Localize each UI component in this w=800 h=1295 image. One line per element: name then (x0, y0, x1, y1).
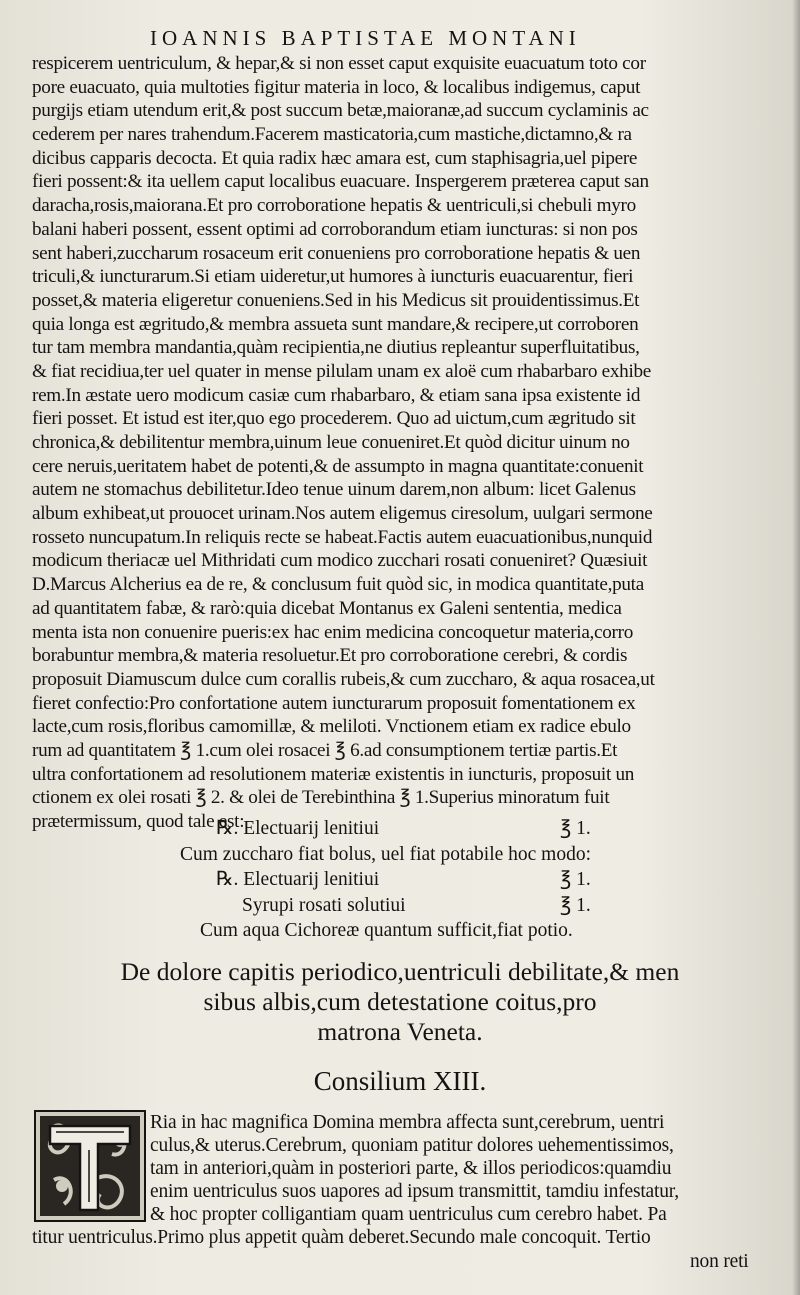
prescription-quantity: ℥ 1. (560, 869, 591, 890)
text-line: menta ista non conuenire pueris:ex hac enim medicina concoquetur materia,corro (32, 621, 634, 643)
text-line: rem.In æstate uero modicum casiæ cum rhabarbaro, & etiam sana ipsa existente id (32, 384, 641, 406)
text-line: autem ne stomachus debilitetur.Ideo tenue uinum darem,non album: licet Galenus (32, 479, 636, 501)
text-line: lacte,cum rosis,floribus camomillæ, & meliloti. Vnctionem etiam ex radice ebulo (32, 716, 631, 738)
text-line: respicerem uentriculum, & hepar,& si non esset caput exquisite euacuatum toto cor (32, 53, 646, 74)
text-line: enim uentriculus suos uapores ad ipsum transmittit, tamdiu infestatur, (150, 1181, 679, 1202)
text-line: tur tam membra mandantia,quàm recipientia,ne diutius repleantur superfluitatibus, (32, 337, 640, 359)
prescription-item: ℞. Electuarij lenitiui (216, 869, 380, 890)
text-line: Ria in hac magnifica Domina membra affecta sunt,cerebrum, uentri (150, 1112, 665, 1133)
text-line: titur uentriculus.Primo plus appetit quàm deberet.Secundo male concoquit. Tertio (32, 1227, 651, 1248)
text-line: ctionem ex olei rosati ℥ 2. & olei de Terebinthina ℥ 1.Superius minoratum fuit (32, 787, 610, 809)
text-line: prætermissum, quod tale est: (32, 811, 245, 832)
body-text (32, 52, 792, 834)
text-line: pore euacuato, quia multoties figitur materia in loco, & localibus indigemus, caput (32, 76, 641, 98)
text-line: D.Marcus Alcherius ea de re, & conclusum fuit quòd sic, in modica quantitate,puta (32, 574, 644, 596)
text-line: fieret confectio:Pro confortatione autem iuncturarum proposuit fomentationem ex (32, 692, 636, 714)
text-line: tam in anteriori,quàm in posteriori parte, & illos periodicos:quamdiu (150, 1158, 672, 1179)
prescription (180, 816, 780, 944)
text-line: purgijs etiam utendum erit,& post succum betæ,maioranæ,ad succum cyclaminis ac (32, 100, 649, 122)
prescription-row (180, 918, 780, 944)
text-line: & hoc propter colligantiam quam uentriculus cum cerebro habet. Pa (150, 1204, 667, 1225)
text-line: balani haberi possent, essent optimi ad corroborandum etiam iuncturas: si non pos (32, 218, 638, 240)
heading-line: sibus albis,cum detestatione coitus,pro (203, 987, 597, 1016)
prescription-item: Cum zuccharo fiat bolus, uel fiat potabile hoc modo: (180, 843, 592, 865)
text-line: rosseto nuncupatum.In reliquis recte se habeat.Factis autem euacuationibus,nunquid (32, 526, 653, 548)
text-line: fieri posset. Et istud est iter,quo ego procederem. Quo ad uictum,cum ægritudo sit (32, 408, 636, 430)
page-edge-shadow (792, 0, 800, 1295)
prescription-row (180, 893, 780, 919)
prescription-quantity: ℥ 1. (560, 894, 591, 916)
text-line: fieri possent:& ita uellem caput localibus euacuare. Inspergerem præterea caput san (32, 171, 649, 193)
prescription-item: Cum aqua Cichoreæ quantum sufficit,fiat potio. (200, 920, 573, 941)
text-line: daracha,rosis,maiorana.Et pro corroboratione hepatis & uentriculi,si chebuli myro (32, 195, 636, 217)
text-line: rum ad quantitatem ℥ 1.cum olei rosacei ℥ 6.ad consumptionem tertiæ partis.Et (32, 739, 618, 761)
text-line: ultra confortationem ad resolutionem materiæ existentis in iuncturis, proposuit un (32, 763, 635, 785)
text-line: posset,& materia eligeretur conueniens.Sed in his Medicus sit prouidentissimus.Et (32, 289, 640, 311)
text-line: culus,& uterus.Cerebrum, quoniam patitur dolores uehementissimos, (150, 1135, 674, 1156)
text-line: chronica,& debilitentur membra,uinum leue conueniret.Et quòd dicitur uinum no (32, 432, 630, 453)
text-line: modicum theriacæ uel Mithridati cum modico zucchari rosati conueniret? Quæsiuit (32, 550, 648, 572)
prescription-item: ℞. Electuarij lenitiui (216, 818, 380, 839)
text-line: quia longa est ægritudo,& membra assueta sunt mandare,& recipere,ut corroboren (32, 313, 639, 335)
text-line: ad quantitatem fabæ, & rarò:quia dicebat Montanus ex Galeni sententia, medica (32, 597, 622, 619)
text-line: borabuntur membra,& materia resoluetur.Et pro corroboratione cerebri, & cordis (32, 645, 628, 667)
text-line: triculi,& iuncturarum.Si etiam uideretur,ut humores à iuncturis euacuarentur, fieri (32, 266, 634, 288)
prescription-item: Syrupi rosati solutiui (242, 894, 406, 916)
decorated-initial-t-icon (34, 1110, 146, 1222)
text-line: sent haberi,zuccharum rosaceum erit conueniens pro corroboratione hepatis & uen (32, 242, 641, 264)
text-line: album exhibeat,ut prouocet urinam.Nos autem eligemus ciresolum, uulgari sermone (32, 503, 653, 525)
text-line: non reti (690, 1251, 749, 1272)
prescription-row (180, 842, 780, 868)
heading-line: matrona Veneta. (317, 1017, 483, 1046)
text-line: dicibus capparis decocta. Et quia radix hæc amara est, cum staphisagria,uel pipere (32, 147, 638, 169)
text-line: cederem per nares trahendum.Facerem masticatoria,cum mastiche,dictamno,& ra (32, 124, 632, 146)
text-line: cere neruis,ueritatem habet de potenti,& de assumpto in magna quantitate:conuenit (32, 455, 644, 477)
consilium-title: Consilium XIII. (313, 1066, 487, 1096)
heading-line: De dolore capitis periodico,uentriculi debilitate,& men (120, 957, 680, 986)
text-line: & fiat recidiua,ter uel quater in mense pilulam unam ex aloë cum rhabarbaro exhibe (32, 360, 651, 382)
prescription-row (180, 816, 780, 842)
text-line: proposuit Diamuscum dulce cum corallis rubeis,& cum zuccharo, & aqua rosacea,ut (32, 668, 655, 690)
running-head: IOANNIS BAPTISTAE MONTANI (150, 26, 581, 50)
prescription-row (180, 867, 780, 893)
section-heading (0, 957, 800, 1047)
prescription-quantity: ℥ 1. (560, 818, 591, 839)
